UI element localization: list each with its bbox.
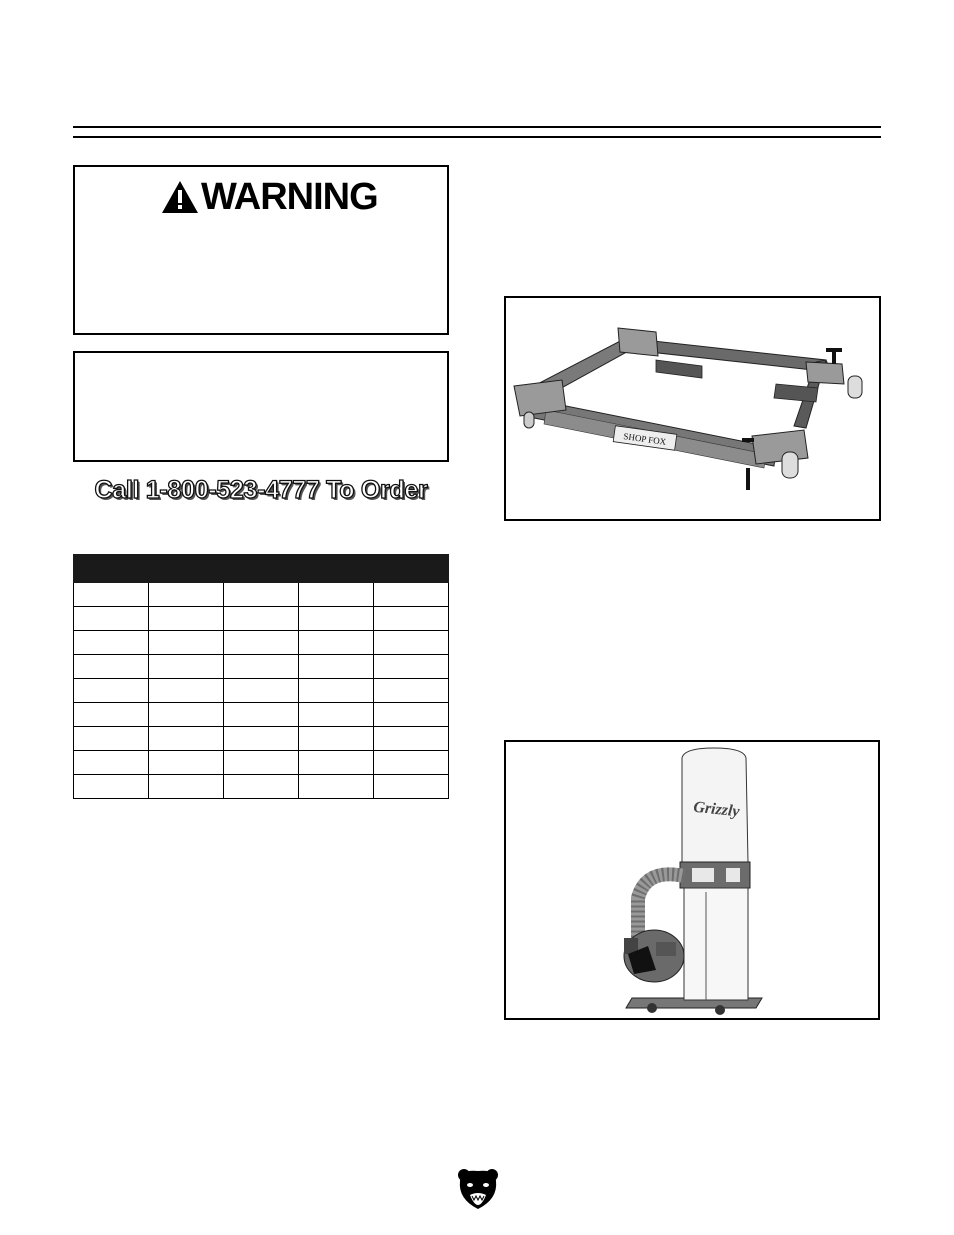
dust-collector-brand-label: Grizzly: [692, 798, 741, 821]
figure-dust-collector: [504, 740, 880, 1020]
table-row: [74, 703, 449, 727]
figure-mobile-base: [504, 296, 881, 521]
order-phone-line: Call 1-800-523-4777 To Order: [94, 476, 428, 504]
mobile-base-brand-label: SHOP FOX: [622, 431, 667, 447]
warning-title: WARNING: [201, 176, 378, 218]
table-row: [74, 727, 449, 751]
mobile-base-illustration: [506, 298, 879, 519]
table-row: [74, 679, 449, 703]
table-header-row: [74, 555, 449, 583]
table-row: [74, 655, 449, 679]
table-row: [74, 607, 449, 631]
table-row: [74, 631, 449, 655]
warning-box: [73, 165, 449, 335]
header-rule-bottom: [73, 136, 881, 138]
table-row: [74, 751, 449, 775]
table-row: [74, 583, 449, 607]
dust-collector-illustration: [506, 742, 878, 1018]
warning-triangle-icon: [161, 180, 199, 214]
grizzly-bear-logo-icon: [456, 1167, 500, 1211]
spec-table: [73, 554, 449, 799]
table-row: [74, 775, 449, 799]
warning-heading: [161, 175, 378, 219]
table-header: [74, 555, 449, 583]
notice-box: [73, 351, 449, 462]
header-rule-top: [73, 126, 881, 128]
